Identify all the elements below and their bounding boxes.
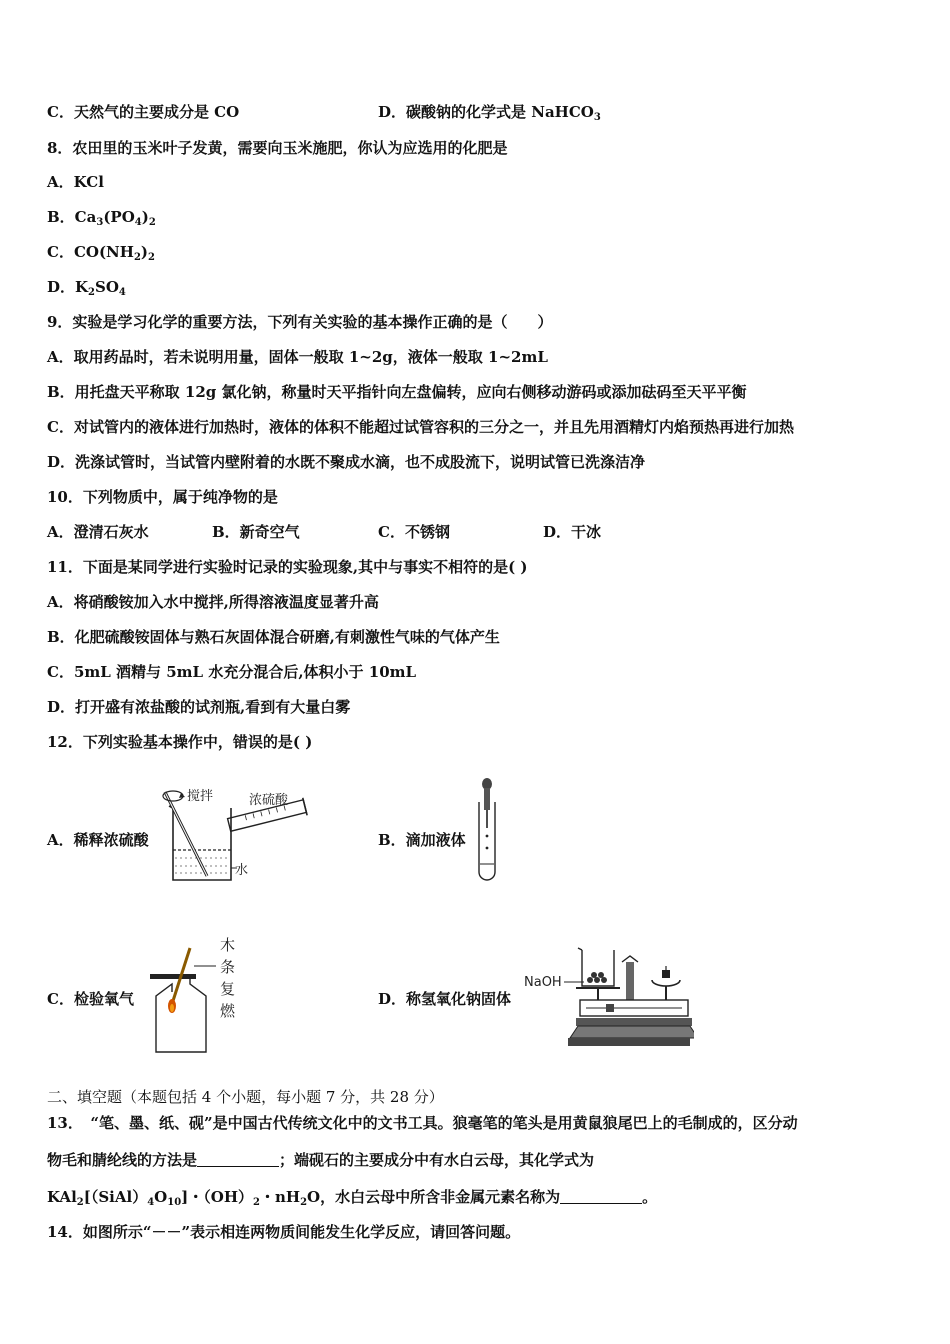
section-2-heading: 二、填空题（本题包括 4 个小题，每小题 7 分，共 28 分） <box>47 1088 444 1106</box>
q13-line-3: $KAl_2[(SiAl)_4O_{10}]$・$(OH)_2$・$nH_2O$，水白云母中所含非金属元素名称为 。 <box>47 1188 658 1208</box>
q11-option-d: D．打开盛有浓盐酸的试剂瓶,看到有大量白雾 <box>47 698 351 716</box>
q8-option-c: C．$CO(NH_2)_2$ <box>47 243 155 263</box>
q12-option-a: A．稀释浓硫酸 <box>47 831 149 849</box>
splint-label-2: 条 <box>220 958 236 976</box>
naoh-label: NaOH <box>524 975 562 990</box>
q9-stem: 9．实验是学习化学的重要方法，下列有关实验的基本操作正确的是（ ） <box>47 313 553 331</box>
dilute-sulfuric-acid-figure <box>155 778 315 888</box>
drop-liquid-figure <box>470 776 504 886</box>
q12-option-b: B．滴加液体 <box>378 831 466 849</box>
q9-option-c: C．对试管内的液体进行加热时，液体的体积不能超过试管容积的三分之一，并且先用酒精灯内焰预热再进行加热 <box>47 418 794 436</box>
q10-option-c: C．不锈钢 <box>378 523 450 541</box>
water-label: 水 <box>235 863 249 878</box>
balance-figure <box>522 940 694 1056</box>
stir-label: 搅拌 <box>187 789 214 804</box>
q11-option-a: A．将硝酸铵加入水中搅拌,所得溶液温度显著升高 <box>47 593 379 611</box>
q13-line-1: 13． “笔、墨、纸、砚”是中国古代传统文化中的文书工具。狼毫笔的笔头是用黄鼠狼尾巴上的毛制成的，区分动 <box>47 1114 798 1132</box>
splint-label-3: 复 <box>220 980 236 998</box>
q11-option-c: C．5mL 酒精与 5mL 水充分混合后,体积小于 10mL <box>47 663 417 681</box>
q8-stem: 8．农田里的玉米叶子发黄，需要向玉米施肥，你认为应选用的化肥是 <box>47 139 508 157</box>
q12-option-d: D．称氢氧化钠固体 <box>378 990 512 1008</box>
q10-stem: 10．下列物质中，属于纯净物的是 <box>47 488 278 506</box>
q9-option-b: B．用托盘天平称取 12g 氯化钠，称量时天平指针向左盘偏转，应向右侧移动游码或添加砝码至天平平衡 <box>47 383 747 401</box>
splint-label-1: 木 <box>220 936 236 954</box>
q8-option-d: D．$K_2SO_4$ <box>47 278 126 298</box>
test-oxygen-figure <box>146 934 256 1058</box>
q8-option-a: A．KCl <box>47 173 104 191</box>
q10-option-d: D．干冰 <box>543 523 602 541</box>
q7-option-c: C．天然气的主要成分是 CO <box>47 103 240 121</box>
acid-label: 浓硫酸 <box>249 793 289 808</box>
q7-option-d: D．碳酸钠的化学式是 NaHCO$_3$ <box>378 103 601 123</box>
q12-stem: 12．下列实验基本操作中，错误的是( ) <box>47 733 313 751</box>
q13-blank-2[interactable] <box>560 1189 642 1204</box>
splint-label-4: 燃 <box>220 1002 236 1020</box>
q8-option-b: B．$Ca_3(PO_4)_2$ <box>47 208 156 228</box>
q14-stem: 14．如图所示“－－”表示相连两物质间能发生化学反应，请回答问题。 <box>47 1223 521 1241</box>
q12-option-c: C．检验氧气 <box>47 990 134 1008</box>
q10-option-a: A．澄清石灰水 <box>47 523 149 541</box>
q13-blank-1[interactable] <box>197 1152 279 1167</box>
q13-line-2: 物毛和腈纶线的方法是 ；端砚石的主要成分中有水白云母，其化学式为 <box>47 1151 595 1169</box>
q11-stem: 11．下面是某同学进行实验时记录的实验现象,其中与事实不相符的是( ) <box>47 558 528 576</box>
q9-option-a: A．取用药品时，若未说明用量，固体一般取 1~2g，液体一般取 1~2mL <box>47 348 548 366</box>
q10-option-b: B．新奇空气 <box>212 523 300 541</box>
q11-option-b: B．化肥硫酸铵固体与熟石灰固体混合研磨,有刺激性气味的气体产生 <box>47 628 500 646</box>
q9-option-d: D．洗涤试管时，当试管内壁附着的水既不聚成水滴，也不成股流下，说明试管已洗涤洁净 <box>47 453 646 471</box>
